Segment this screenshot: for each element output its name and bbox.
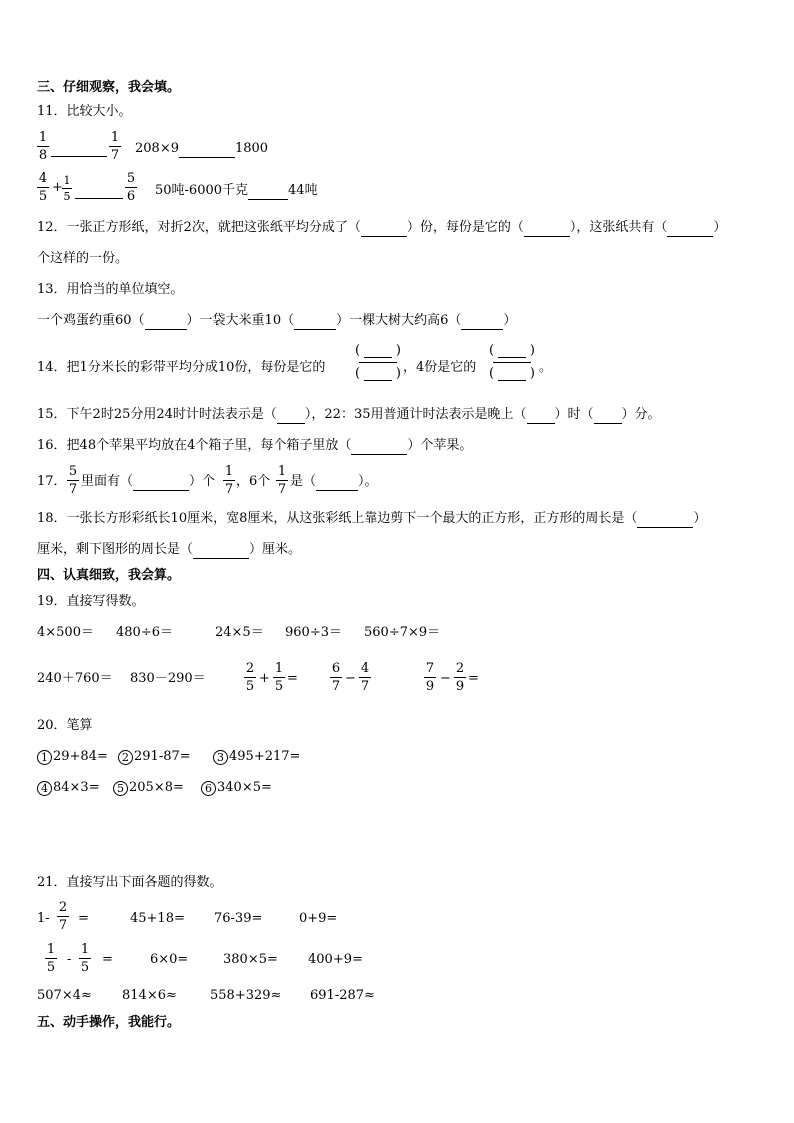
q17-fraction-1: 5 7 [68, 464, 78, 497]
minus-sign: - [67, 952, 72, 967]
q15-line: 15．下午2时25分用24时计时法表示是（ ），22：35用普通计时法表示是晚上（ ）时（ ）分。 [37, 407, 661, 422]
q19-label: 19．直接写得数。 [37, 594, 145, 609]
q11-fraction-1: 1 8 [38, 130, 48, 163]
section-3-heading: 三、仔细观察，我会填。 [37, 80, 181, 95]
q18-line-1: 18．一张长方形彩纸长10厘米，宽8厘米，从这张彩纸上靠边剪下一个最大的正方形，正方形的周长是（ ） [37, 511, 707, 526]
q21-item-10: 814×6≈ [122, 988, 177, 1003]
q19-item-4: 960÷3＝ [285, 625, 342, 640]
q17-label: 17． [37, 474, 67, 489]
q21-item-1a: 1- [37, 911, 50, 926]
q19-item-2: 480÷6＝ [116, 625, 173, 640]
section-4-heading: 四、认真细致，我会算。 [37, 568, 181, 583]
q15-blank-2[interactable] [527, 407, 555, 424]
circled-number: 3 [213, 750, 228, 765]
q11-fraction-5: 5 6 [126, 171, 136, 204]
q16-line: 16．把48个苹果平均放在4个箱子里，每个箱子里放（ ）个苹果。 [37, 438, 473, 453]
q21-fraction-1: 2 7 [58, 900, 68, 933]
circled-number: 5 [113, 781, 128, 796]
q19-item-7: 830－290＝ [130, 671, 206, 686]
q20-item-1: 1 29+84= [37, 749, 108, 765]
q12-blank-3[interactable] [667, 220, 713, 237]
equals-sign: = [468, 671, 479, 686]
q13-blank-1[interactable] [145, 313, 187, 330]
q21-item-12: 691-287≈ [310, 988, 375, 1003]
equals-sign: = [78, 911, 89, 926]
q21-item-2: 45+18= [130, 911, 185, 926]
q19-frac-1b: 1 5 [274, 661, 284, 694]
q19-item-1: 4×500＝ [37, 625, 94, 640]
q21-fraction-2: 1 5 [46, 942, 56, 975]
q15-blank-3[interactable] [594, 407, 622, 424]
q11-blank-1[interactable] [51, 140, 107, 157]
equals-sign: = [287, 671, 298, 686]
q11-blank-2[interactable] [179, 141, 235, 158]
q13-blank-2[interactable] [294, 313, 336, 330]
q14-text-a: 14．把1分米长的彩带平均分成10份，每份是它的 [37, 360, 326, 375]
q20-item-5: 5 205×8= [113, 780, 184, 796]
q12-line-1: 12．一张正方形纸，对折2次，就把这张纸平均分成了（ ）份，每份是它的（ ），这张纸共有（ ） [37, 220, 727, 235]
q19-item-6: 240＋760＝ [37, 671, 113, 686]
q21-item-11: 558+329≈ [210, 988, 282, 1003]
q18-line-2: 厘米，剩下图形的周长是（ ）厘米。 [37, 542, 302, 557]
q19-frac-1a: 2 5 [245, 661, 255, 694]
q13-blank-3[interactable] [461, 313, 503, 330]
q21-item-9: 507×4≈ [37, 988, 92, 1003]
q21-item-3: 76-39= [214, 911, 263, 926]
plus-sign: + [52, 180, 63, 195]
q13-line: 一个鸡蛋约重60（ ）一袋大米重10（ ）一棵大树大约高6（ ） [37, 313, 517, 328]
q17-text-d: 是（ ）。 [290, 474, 378, 489]
q19-frac-3a: 7 9 [425, 661, 435, 694]
q20-label: 20．笔算 [37, 718, 93, 733]
q19-frac-2a: 6 7 [331, 661, 341, 694]
q20-item-6: 6 340×5= [201, 780, 272, 796]
q18-blank-2[interactable] [193, 542, 249, 559]
q19-frac-2b: 4 7 [360, 661, 370, 694]
minus-sign: − [440, 671, 451, 686]
q12-blank-1[interactable] [361, 220, 407, 237]
q21-item-6: 6×0= [150, 952, 189, 967]
q17-blank-1[interactable] [133, 474, 189, 491]
circled-number: 2 [118, 750, 133, 765]
q11-fraction-2: 1 7 [110, 130, 120, 163]
q21-fraction-3: 1 5 [80, 942, 90, 975]
q20-item-4: 4 84×3= [37, 780, 100, 796]
circled-number: 4 [37, 781, 52, 796]
q11-blank-4[interactable] [248, 183, 288, 200]
q11-fraction-3: 4 5 [38, 171, 48, 204]
q15-blank-1[interactable] [277, 407, 305, 424]
q17-text-a: 里面有（ ）个 [81, 474, 216, 489]
q19-frac-3b: 2 9 [455, 661, 465, 694]
q21-item-8: 400+9= [308, 952, 363, 967]
circled-number: 6 [201, 781, 216, 796]
equals-sign: = [102, 952, 113, 967]
q17-fraction-2: 1 7 [224, 464, 234, 497]
section-5-heading: 五、动手操作，我能行。 [37, 1015, 181, 1030]
q11-label: 11．比较大小。 [37, 104, 132, 119]
q17-text-c: ，6个 [236, 474, 271, 489]
q17-fraction-3: 1 7 [277, 464, 287, 497]
q20-item-3: 3 495+217= [213, 749, 300, 765]
q12-line-2: 个这样的一份。 [37, 251, 129, 266]
q14-text-b: ，4份是它的 [403, 360, 477, 375]
q18-blank-1[interactable] [637, 511, 693, 528]
minus-sign: − [345, 671, 356, 686]
q20-item-2: 2 291-87= [118, 749, 191, 765]
q21-label: 21．直接写出下面各题的得数。 [37, 875, 223, 890]
q11-blank-3[interactable] [75, 182, 123, 199]
q17-blank-2[interactable] [316, 474, 358, 491]
circled-number: 1 [37, 750, 52, 765]
q14-text-c: 。 [539, 360, 553, 375]
q11-fraction-4: 1 5 [63, 174, 71, 203]
q21-item-7: 380×5= [223, 952, 278, 967]
q11-expr-4: 50吨-6000千克 44吨 [155, 183, 318, 198]
plus-sign: + [259, 671, 270, 686]
q19-item-5: 560÷7×9＝ [364, 625, 441, 640]
q13-label: 13．用恰当的单位填空。 [37, 282, 184, 297]
q16-blank[interactable] [351, 438, 407, 455]
q19-item-3: 24×5＝ [215, 625, 264, 640]
q11-expr-2: 208×9 1800 [135, 141, 269, 156]
q12-blank-2[interactable] [524, 220, 570, 237]
q21-item-4: 0+9= [299, 911, 338, 926]
